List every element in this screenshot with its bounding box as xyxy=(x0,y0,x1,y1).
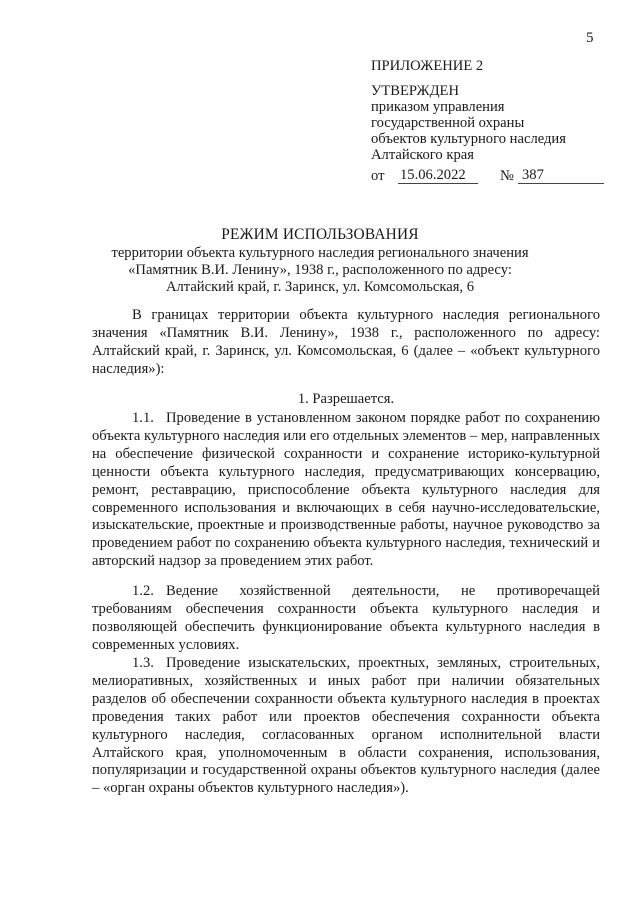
intro-paragraph: В границах территории объекта культурного наследия регионального значения «Памятник В.И. Ленину», 1938 г., расположенного по адресу: Алтайский край, г. Заринск, ул. Комсомольская, 6 (далее – «объект культурного наследия»): xyxy=(92,307,600,377)
paragraph-number: 1.1. xyxy=(132,410,154,426)
paragraph-text: Проведение в установленном законом порядке работ по сохранению объекта культурного наследия или его отдельных элементов – мер, направленных на обеспечение физической сохранности и сохранение историко-культурной ценности объекта культурного наследия, предусматривающих консервацию, ремонт, реставрацию, приспособление объекта культурного наследия для современного использования и включающих в себя научно-исследовательские, изыскательские, проектные и производственные работы, научное руководство за проведением работ по сохранению объекта культурного наследия, технический и авторский надзор за проведением этих работ. xyxy=(92,410,600,570)
order-date: 15.06.2022 xyxy=(398,167,478,184)
paragraph-1-3 xyxy=(92,655,600,798)
subtitle-line-1: территории объекта культурного наследия регионального значения xyxy=(111,245,529,261)
paragraph-1-2 xyxy=(92,583,600,655)
approved-label: УТВЕРЖДЕН xyxy=(371,83,459,99)
approval-line-4: Алтайского края xyxy=(371,147,474,163)
subtitle-line-2: «Памятник В.И. Ленину», 1938 г., расположенного по адресу: xyxy=(128,262,512,278)
paragraph-1-1 xyxy=(92,410,600,571)
approval-block xyxy=(371,58,621,184)
document-subtitle xyxy=(85,245,555,296)
paragraph-number: 1.3. xyxy=(132,655,154,671)
paragraph-number: 1.2. xyxy=(132,583,154,599)
from-label: от xyxy=(371,168,385,184)
paragraph-text: Проведение изыскательских, проектных, земляных, строительных, мелиоративных, хозяйственных и иных работ при наличии обязательных разделов об обеспечении сохранности объекта культурного наследия в проектах проведения таких работ или проектов обеспечения сохранности объекта культурного наследия, согласованных органом исполнительной власти Алтайского края, уполномоченным в области сохранения, использования, популяризации и государственной охраны объектов культурного наследия (далее – «орган охраны объектов культурного наследия»). xyxy=(92,655,600,797)
page-number: 5 xyxy=(586,30,594,46)
appendix-label: ПРИЛОЖЕНИЕ 2 xyxy=(371,58,484,74)
approval-line-2: государственной охраны xyxy=(371,115,525,131)
paragraph-text: Ведение хозяйственной деятельности, не противоречащей требованиям обеспечения сохранности объекта культурного наследия и позволяющей обеспечить функционирование объекта культурного наследия в современных условиях. xyxy=(92,583,600,653)
approval-line-3: объектов культурного наследия xyxy=(371,131,566,147)
subtitle-line-3: Алтайский край, г. Заринск, ул. Комсомольская, 6 xyxy=(165,279,475,295)
number-label: № xyxy=(500,168,514,184)
section-1-title: 1. Разрешается. xyxy=(297,391,395,407)
order-details xyxy=(371,167,621,184)
approval-line-1: приказом управления xyxy=(371,99,505,115)
document-title: РЕЖИМ ИСПОЛЬЗОВАНИЯ xyxy=(221,226,419,243)
order-number: 387 xyxy=(518,167,604,184)
